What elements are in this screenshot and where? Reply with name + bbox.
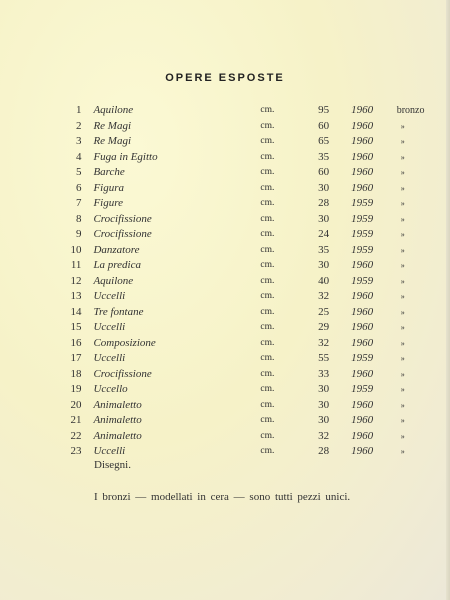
work-unit: cm. bbox=[260, 182, 275, 193]
work-material: » bbox=[400, 121, 405, 131]
work-unit: cm. bbox=[260, 275, 275, 286]
work-title: Danzatore bbox=[93, 243, 140, 256]
work-year: 1959 bbox=[351, 212, 374, 225]
work-size: 28 bbox=[318, 445, 330, 457]
work-material: » bbox=[400, 137, 405, 146]
work-material: » bbox=[400, 152, 405, 162]
work-row bbox=[52, 320, 450, 336]
work-number: 9 bbox=[75, 228, 82, 240]
work-year: 1960 bbox=[351, 135, 374, 147]
work-unit: cm. bbox=[260, 213, 275, 224]
work-material: » bbox=[400, 245, 405, 255]
work-size: 30 bbox=[318, 181, 330, 194]
work-title: Re Magi bbox=[93, 119, 132, 132]
work-title: Figura bbox=[93, 181, 124, 194]
work-unit: cm. bbox=[260, 167, 275, 177]
work-unit: cm. bbox=[260, 446, 275, 456]
work-unit: cm. bbox=[260, 322, 275, 332]
drawings-label: Disegni. bbox=[94, 459, 131, 471]
work-year: 1960 bbox=[351, 166, 374, 178]
work-year: 1960 bbox=[351, 290, 374, 302]
work-material: » bbox=[400, 214, 405, 224]
work-size: 24 bbox=[318, 228, 330, 240]
work-row bbox=[52, 351, 450, 367]
work-material: » bbox=[400, 369, 405, 379]
work-unit: cm. bbox=[260, 229, 275, 239]
work-year: 1959 bbox=[351, 243, 374, 256]
work-title: Uccello bbox=[93, 383, 128, 395]
work-number: 8 bbox=[75, 212, 82, 225]
work-row bbox=[52, 444, 450, 460]
work-unit: cm. bbox=[260, 306, 275, 317]
work-material: » bbox=[400, 447, 405, 456]
work-unit: cm. bbox=[260, 384, 275, 394]
work-size: 60 bbox=[318, 119, 330, 132]
work-year: 1959 bbox=[351, 228, 374, 240]
work-material: » bbox=[400, 276, 405, 286]
work-row bbox=[52, 258, 450, 274]
work-year: 1959 bbox=[351, 352, 374, 364]
work-unit: cm. bbox=[260, 198, 275, 208]
work-number: 19 bbox=[70, 383, 82, 395]
work-title: Aquilone bbox=[93, 274, 134, 287]
work-size: 25 bbox=[318, 305, 330, 318]
work-title: Uccelli bbox=[93, 290, 126, 302]
work-number: 3 bbox=[75, 135, 82, 147]
work-title: Uccelli bbox=[93, 445, 126, 457]
work-material: » bbox=[400, 183, 405, 193]
work-year: 1959 bbox=[351, 274, 374, 287]
work-row bbox=[52, 181, 450, 197]
work-year: 1959 bbox=[351, 383, 374, 395]
work-size: 35 bbox=[318, 150, 330, 163]
work-title: Barche bbox=[93, 166, 125, 178]
work-row bbox=[52, 413, 450, 429]
work-row bbox=[52, 289, 450, 305]
work-size: 32 bbox=[318, 429, 330, 442]
work-material: » bbox=[400, 354, 405, 363]
work-year: 1960 bbox=[351, 321, 374, 333]
work-title: Crocifissione bbox=[93, 228, 152, 240]
work-number: 1 bbox=[75, 104, 82, 116]
work-material: » bbox=[400, 385, 405, 394]
work-unit: cm. bbox=[260, 105, 275, 115]
work-title: Animaletto bbox=[93, 414, 142, 426]
work-number: 6 bbox=[75, 181, 82, 194]
work-unit: cm. bbox=[260, 244, 275, 255]
work-year: 1960 bbox=[351, 336, 374, 349]
work-title: Uccelli bbox=[93, 321, 126, 333]
work-title: La predica bbox=[93, 259, 141, 271]
work-row bbox=[52, 243, 450, 259]
work-row bbox=[52, 227, 450, 243]
work-number: 12 bbox=[70, 274, 82, 287]
page-title: OPERE ESPOSTE bbox=[165, 72, 285, 84]
work-material: » bbox=[400, 338, 405, 348]
work-number: 23 bbox=[70, 445, 82, 457]
work-title: Composizione bbox=[93, 336, 156, 349]
work-row bbox=[52, 367, 450, 383]
work-title: Uccelli bbox=[93, 352, 126, 364]
work-row bbox=[52, 165, 450, 181]
work-title: Crocifissione bbox=[93, 367, 152, 380]
work-year: 1960 bbox=[351, 445, 374, 457]
work-number: 18 bbox=[70, 367, 82, 380]
work-material: » bbox=[400, 323, 405, 332]
work-row bbox=[52, 196, 450, 212]
work-number: 16 bbox=[70, 336, 82, 349]
work-size: 30 bbox=[318, 398, 330, 411]
work-size: 40 bbox=[318, 274, 330, 287]
work-material: » bbox=[400, 261, 405, 270]
work-material: » bbox=[400, 199, 405, 208]
work-row bbox=[52, 398, 450, 414]
work-number: 10 bbox=[70, 243, 82, 256]
work-size: 32 bbox=[318, 290, 330, 302]
work-size: 32 bbox=[318, 336, 330, 349]
work-material: » bbox=[400, 168, 405, 177]
work-unit: cm. bbox=[260, 353, 275, 363]
work-material: » bbox=[400, 431, 405, 441]
work-size: 33 bbox=[318, 367, 330, 380]
work-number: 17 bbox=[70, 352, 82, 364]
work-size: 30 bbox=[318, 383, 330, 395]
work-row bbox=[52, 134, 450, 150]
works-table-body bbox=[52, 103, 450, 460]
work-unit: cm. bbox=[260, 151, 275, 162]
work-size: 95 bbox=[318, 104, 330, 116]
work-number: 21 bbox=[70, 414, 82, 426]
work-row bbox=[52, 382, 450, 398]
work-material: » bbox=[400, 307, 405, 317]
work-unit: cm. bbox=[260, 368, 275, 379]
work-year: 1959 bbox=[351, 197, 374, 209]
work-size: 30 bbox=[318, 212, 330, 225]
work-year: 1960 bbox=[351, 104, 374, 116]
work-number: 13 bbox=[70, 290, 82, 302]
work-row bbox=[52, 103, 450, 119]
work-title: Figure bbox=[93, 197, 123, 209]
work-title: Fuga in Egitto bbox=[93, 150, 158, 163]
work-title: Crocifissione bbox=[93, 212, 152, 225]
work-year: 1960 bbox=[351, 429, 374, 442]
work-unit: cm. bbox=[260, 291, 275, 301]
work-title: Tre fontane bbox=[93, 305, 144, 318]
work-year: 1960 bbox=[351, 305, 374, 318]
bronze-note: I bronzi — modellati in cera — sono tutti pezzi unici. bbox=[94, 491, 351, 503]
work-number: 20 bbox=[70, 398, 82, 411]
work-year: 1960 bbox=[351, 414, 374, 426]
work-title: Animaletto bbox=[93, 398, 142, 411]
works-table bbox=[52, 103, 450, 460]
work-year: 1960 bbox=[351, 150, 374, 163]
work-number: 15 bbox=[70, 321, 82, 333]
work-material: » bbox=[400, 400, 405, 410]
work-year: 1960 bbox=[351, 119, 374, 132]
work-size: 60 bbox=[318, 166, 330, 178]
work-unit: cm. bbox=[260, 430, 275, 441]
work-material: » bbox=[400, 230, 405, 239]
work-year: 1960 bbox=[351, 259, 374, 271]
work-title: Animaletto bbox=[93, 429, 142, 442]
work-size: 35 bbox=[318, 243, 330, 256]
work-material: bronzo bbox=[396, 105, 425, 116]
work-size: 65 bbox=[318, 135, 330, 147]
work-unit: cm. bbox=[260, 120, 275, 131]
work-size: 30 bbox=[318, 414, 330, 426]
work-title: Aquilone bbox=[93, 104, 134, 116]
work-row bbox=[52, 336, 450, 352]
work-row bbox=[52, 305, 450, 321]
work-row bbox=[52, 274, 450, 290]
work-year: 1960 bbox=[351, 398, 374, 411]
work-size: 55 bbox=[318, 352, 330, 364]
work-number: 14 bbox=[70, 305, 82, 318]
work-unit: cm. bbox=[260, 337, 275, 348]
work-number: 4 bbox=[75, 150, 82, 163]
work-number: 11 bbox=[70, 259, 82, 271]
work-size: 29 bbox=[318, 321, 330, 333]
work-row bbox=[52, 119, 450, 135]
work-year: 1960 bbox=[351, 181, 374, 194]
work-unit: cm. bbox=[260, 415, 275, 425]
work-row bbox=[52, 150, 450, 166]
work-title: Re Magi bbox=[93, 135, 132, 147]
work-number: 7 bbox=[75, 197, 82, 209]
work-unit: cm. bbox=[260, 260, 275, 270]
work-size: 30 bbox=[318, 259, 330, 271]
work-material: » bbox=[400, 292, 405, 301]
work-unit: cm. bbox=[260, 399, 275, 410]
work-unit: cm. bbox=[260, 136, 275, 146]
work-size: 28 bbox=[318, 197, 330, 209]
work-row bbox=[52, 429, 450, 445]
work-number: 2 bbox=[75, 119, 82, 132]
work-row bbox=[52, 212, 450, 228]
work-number: 22 bbox=[70, 429, 82, 442]
work-year: 1960 bbox=[351, 367, 374, 380]
work-material: » bbox=[400, 416, 405, 425]
work-number: 5 bbox=[75, 166, 82, 178]
